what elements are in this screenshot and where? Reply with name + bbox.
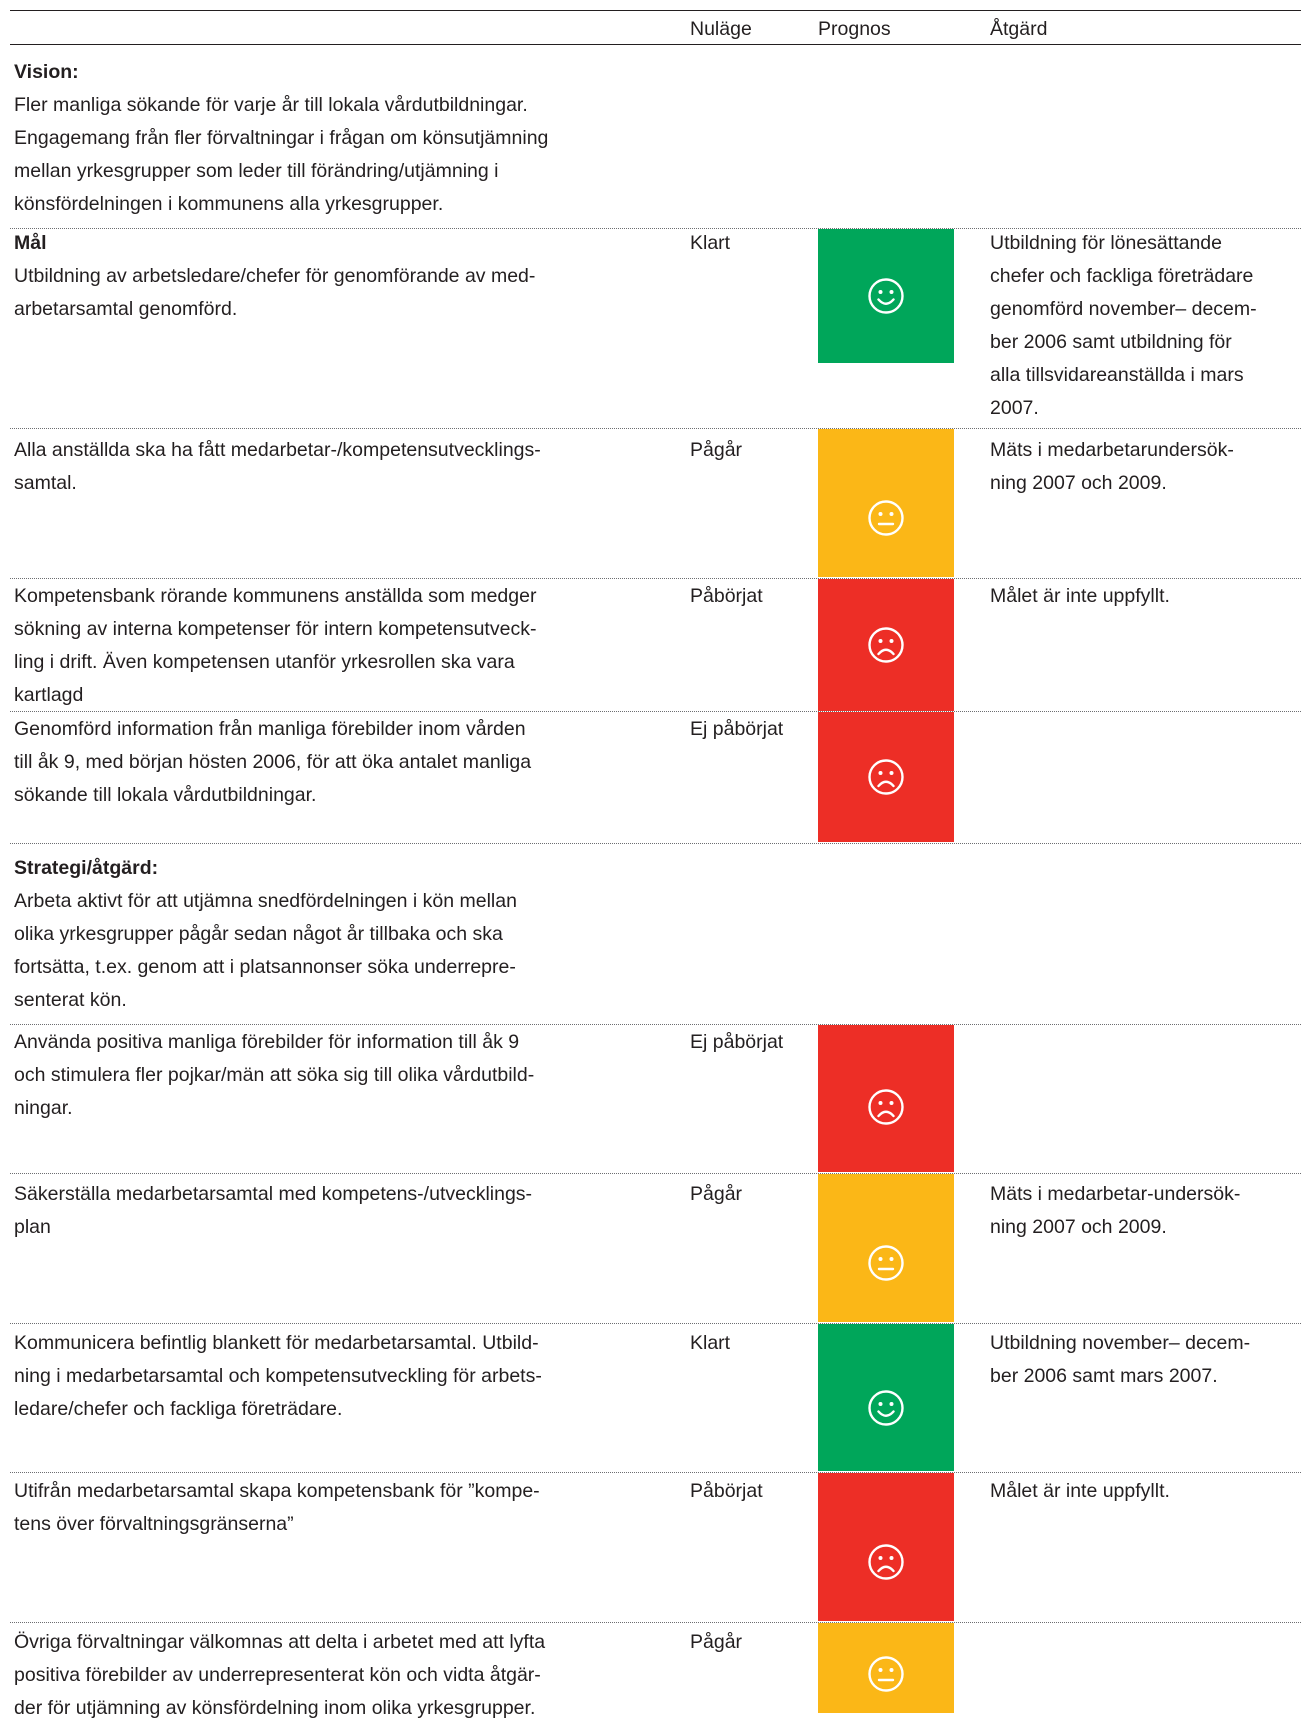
strategy-line: olika yrkesgrupper pågår sedan något år tillbaka och ska — [14, 923, 503, 945]
row-divider — [10, 843, 1301, 844]
row-divider — [10, 1472, 1301, 1473]
header-bottom-rule — [10, 44, 1301, 45]
goal-line: sökning av interna kompetenser för intern kompetensutveck- — [14, 618, 537, 640]
goal-line: Alla anställda ska ha fått medarbetar-/kompetensutvecklings- — [14, 439, 541, 461]
goal-line: Utbildning av arbetsledare/chefer för genomförande av med- — [14, 265, 536, 287]
action-text — [990, 1475, 1170, 1508]
status-text: Ej påbörjat — [690, 718, 784, 740]
strategy-row-line: ning i medarbetarsamtal och kompetensutveckling för arbets- — [14, 1365, 542, 1387]
row-divider — [10, 711, 1301, 712]
smiley-happy-icon — [867, 1389, 905, 1427]
strategy-row-line: Kommunicera befintlig blankett för medarbetarsamtal. Utbild- — [14, 1332, 539, 1354]
strategy-row-line: Använda positiva manliga förebilder för information till åk 9 — [14, 1031, 520, 1053]
vision-line: mellan yrkesgrupper som leder till förändring/utjämning i — [14, 160, 499, 182]
row-divider — [10, 1622, 1301, 1623]
smiley-sad-icon — [867, 758, 905, 796]
action-line: Mäts i medarbetarundersök- — [990, 439, 1234, 461]
goal-row-1 — [14, 231, 535, 326]
vision-line: könsfördelningen i kommunens alla yrkesgrupper. — [14, 193, 444, 215]
status-text: Ej påbörjat — [690, 1031, 784, 1053]
strategy-section — [14, 856, 517, 1017]
vision-section — [14, 60, 548, 221]
strategy-row-line: tens över förvaltningsgränserna” — [14, 1513, 294, 1535]
action-line: alla tillsvidareanställda i mars — [990, 364, 1244, 386]
column-header-prognosis: Prognos — [818, 18, 891, 40]
strategy-line: senterat kön. — [14, 989, 127, 1011]
smiley-neutral-icon — [867, 499, 905, 537]
smiley-sad-icon — [867, 626, 905, 664]
goal-row-3 — [14, 580, 536, 712]
action-line: Målet är inte uppfyllt. — [990, 1480, 1170, 1502]
strategy-row-4 — [14, 1475, 540, 1541]
action-text — [990, 227, 1257, 425]
prognosis-box-yellow — [818, 429, 954, 577]
strategy-line: Arbeta aktivt för att utjämna snedfördelningen i kön mellan — [14, 890, 517, 912]
column-header-action: Åtgärd — [990, 18, 1048, 40]
status-text: Klart — [690, 1332, 731, 1354]
strategy-row-1 — [14, 1026, 534, 1125]
status-text: Påbörjat — [690, 585, 763, 607]
prognosis-box-red — [818, 1025, 954, 1172]
strategy-row-2 — [14, 1178, 532, 1244]
strategy-row-line: ningar. — [14, 1097, 73, 1119]
action-line: Utbildning för lönesättande — [990, 232, 1222, 254]
strategy-row-5 — [14, 1626, 545, 1725]
strategy-line: fortsätta, t.ex. genom att i platsannonser söka underrepre- — [14, 956, 516, 978]
goal-line: Kompetensbank rörande kommunens anställda som medger — [14, 585, 537, 607]
prognosis-box-yellow — [818, 1623, 954, 1713]
goal-line: arbetarsamtal genomförd. — [14, 298, 238, 320]
strategy-row-line: Säkerställa medarbetarsamtal med kompetens-/utvecklings- — [14, 1183, 533, 1205]
status-text: Påbörjat — [690, 1480, 763, 1502]
row-divider — [10, 1323, 1301, 1324]
vision-label: Vision: — [14, 61, 79, 83]
action-text — [990, 580, 1170, 613]
goal-line: Genomförd information från manliga förebilder inom vården — [14, 718, 526, 740]
goals-label: Mål — [14, 232, 47, 254]
smiley-sad-icon — [867, 1088, 905, 1126]
row-divider — [10, 578, 1301, 579]
status-text: Pågår — [690, 439, 743, 461]
action-line: ning 2007 och 2009. — [990, 1216, 1167, 1238]
row-divider — [10, 1173, 1301, 1174]
action-line: Mäts i medarbetar-undersök- — [990, 1183, 1241, 1205]
goal-row-2 — [14, 434, 541, 500]
vision-line: Engagemang från fler förvaltningar i frågan om könsutjämning — [14, 127, 549, 149]
action-line: chefer och fackliga företrädare — [990, 265, 1254, 287]
prognosis-box-green — [818, 1324, 954, 1471]
action-line: ber 2006 samt mars 2007. — [990, 1365, 1218, 1387]
goal-row-4 — [14, 713, 531, 812]
action-text — [990, 434, 1234, 500]
strategy-row-3 — [14, 1327, 542, 1426]
goal-line: kartlagd — [14, 684, 84, 706]
row-divider — [10, 428, 1301, 429]
table-top-rule — [10, 10, 1301, 11]
action-text — [990, 1327, 1250, 1393]
smiley-happy-icon — [867, 277, 905, 315]
goal-line: samtal. — [14, 472, 77, 494]
vision-line: Fler manliga sökande för varje år till lokala vårdutbildningar. — [14, 94, 528, 116]
strategy-label: Strategi/åtgärd: — [14, 857, 159, 879]
strategy-row-line: der för utjämning av könsfördelning inom olika yrkesgrupper. — [14, 1697, 536, 1719]
action-line: ber 2006 samt utbildning för — [990, 331, 1232, 353]
prognosis-box-red — [818, 712, 954, 842]
goal-line: till åk 9, med början hösten 2006, för att öka antalet manliga — [14, 751, 532, 773]
prognosis-box-yellow — [818, 1174, 954, 1322]
goal-line: sökande till lokala vårdutbildningar. — [14, 784, 317, 806]
prognosis-box-red — [818, 579, 954, 711]
action-line: genomförd november– decem- — [990, 298, 1257, 320]
strategy-row-line: plan — [14, 1216, 51, 1238]
strategy-row-line: positiva förebilder av underrepresenterat kön och vidta åtgär- — [14, 1664, 541, 1686]
smiley-neutral-icon — [867, 1655, 905, 1693]
action-line: ning 2007 och 2009. — [990, 472, 1167, 494]
action-line: Målet är inte uppfyllt. — [990, 585, 1170, 607]
goal-line: ling i drift. Även kompetensen utanför yrkesrollen ska vara — [14, 651, 515, 673]
strategy-row-line: ledare/chefer och fackliga företrädare. — [14, 1398, 343, 1420]
prognosis-box-red — [818, 1473, 954, 1621]
strategy-row-line: Övriga förvaltningar välkomnas att delta i arbetet med att lyfta — [14, 1631, 546, 1653]
status-text: Pågår — [690, 1183, 743, 1205]
smiley-sad-icon — [867, 1543, 905, 1581]
strategy-row-line: Utifrån medarbetarsamtal skapa kompetensbank för ”kompe- — [14, 1480, 540, 1502]
row-divider — [10, 1024, 1301, 1025]
strategy-row-line: och stimulera fler pojkar/män att söka sig till olika vårdutbild- — [14, 1064, 535, 1086]
column-header-status: Nuläge — [690, 18, 752, 40]
prognosis-box-green — [818, 229, 954, 363]
action-text — [990, 1178, 1240, 1244]
status-text: Pågår — [690, 1631, 743, 1653]
status-text: Klart — [690, 232, 731, 254]
action-line: 2007. — [990, 397, 1039, 419]
smiley-neutral-icon — [867, 1244, 905, 1282]
action-line: Utbildning november– decem- — [990, 1332, 1251, 1354]
